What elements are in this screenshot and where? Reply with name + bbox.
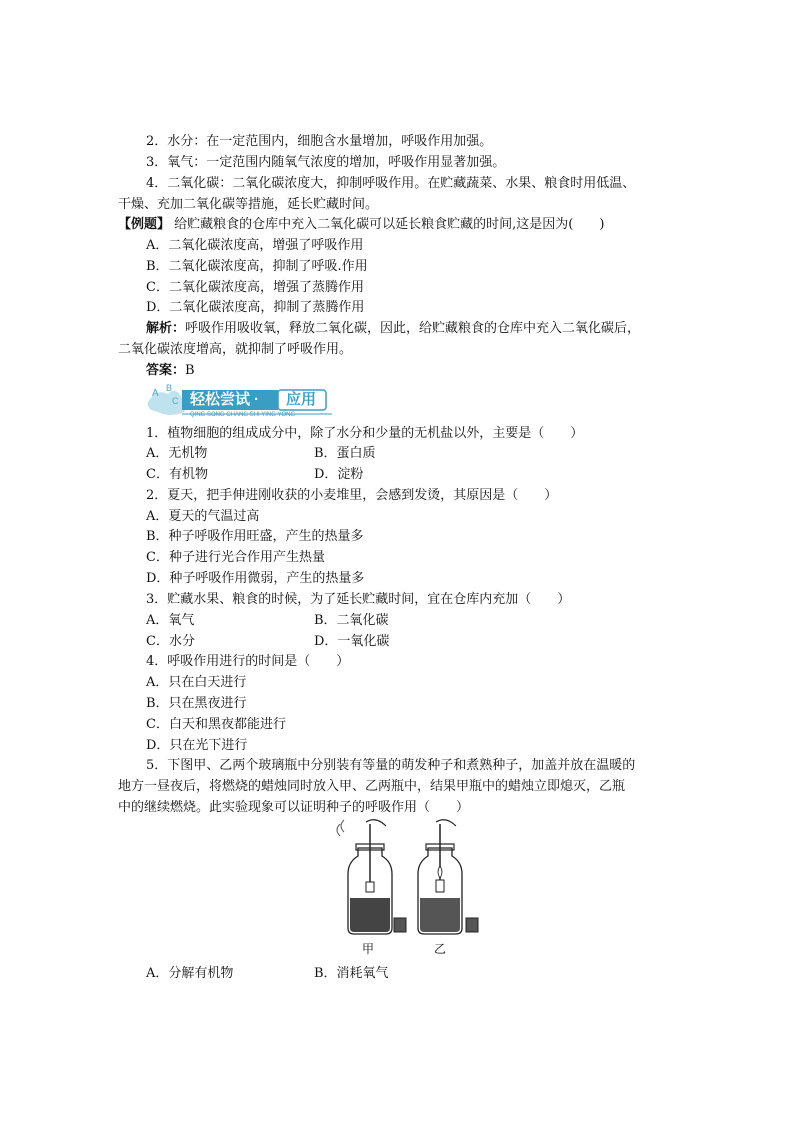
banner-title	[190, 390, 263, 410]
q2-option-b: B．种子呼吸作用旺盛，产生的热量多	[146, 529, 364, 544]
q2-option-a: A．夏天的气温过高	[146, 509, 260, 524]
q3-option-d: D．一氧化碳	[314, 634, 390, 649]
figure-label-yi: 乙	[434, 942, 447, 956]
q4-option-b: B．只在黑夜进行	[146, 696, 247, 711]
analysis-text-1: 呼吸作用吸收氧，释放二氧化碳，因此，给贮藏粮食的仓库中充入二氧化碳后，	[185, 321, 641, 336]
jars-illustration	[330, 818, 480, 942]
text-line-water: 2．水分：在一定范围内，细胞含水量增加，呼吸作用加强。	[146, 134, 493, 149]
q1-option-d: D．淀粉	[314, 467, 364, 482]
q1-option-b: B．蛋白质	[314, 446, 376, 461]
example-analysis	[146, 319, 640, 339]
lid-right-icon	[466, 918, 478, 932]
example-option-c: C．二氧化碳浓度高，增强了蒸腾作用	[146, 280, 364, 295]
analysis-text-2: 二氧化碳浓度增高，就抑制了呼吸作用。	[118, 342, 353, 357]
q3-option-a: A．氧气	[146, 613, 195, 628]
candle-flame-icon	[438, 866, 442, 878]
jar-left-icon	[337, 820, 392, 934]
q5-option-b: B．消耗氧气	[314, 966, 389, 981]
q4-option-a: A．只在白天进行	[146, 675, 247, 690]
section-banner	[146, 382, 342, 420]
svg-text:A: A	[152, 388, 159, 399]
example-answer	[146, 361, 195, 381]
question-3: 3．贮藏水果、粮食的时候，为了延长贮藏时间，宜在仓库内充加（ ）	[146, 592, 571, 607]
example-option-a: A．二氧化碳浓度高，增强了呼吸作用	[146, 238, 364, 253]
text-line-co2-cont: 干燥、充加二氧化碳等措施，延长贮藏时间。	[118, 197, 379, 212]
q3-option-b: B．二氧化碳	[314, 613, 389, 628]
question-2: 2．夏天，把手伸进刚收获的小麦堆里，会感到发烫，其原因是（ ）	[146, 488, 558, 503]
figure-label-jia: 甲	[362, 942, 375, 956]
question-5-line-1: 5．下图甲、乙两个玻璃瓶中分别装有等量的萌发种子和煮熟种子，加盖并放在温暖的	[146, 758, 636, 773]
q1-option-c: C．有机物	[146, 467, 208, 482]
answer-label: 答案：	[146, 363, 186, 378]
example-question	[118, 215, 604, 235]
question-5-line-3: 中的继续燃烧。此实验现象可以证明种子的呼吸作用（ ）	[118, 800, 470, 815]
example-option-b: B．二氧化碳浓度高，抑制了呼吸.作用	[146, 259, 368, 274]
text-line-co2: 4．二氧化碳：二氧化碳浓度大，抑制呼吸作用。在贮藏蔬菜、水果、粮食时用低温、	[146, 176, 636, 191]
q4-option-d: D．只在光下进行	[146, 738, 248, 753]
svg-text:B: B	[166, 383, 173, 393]
banner-title-a: 轻松尝试	[190, 391, 251, 408]
q3-option-c: C．水分	[146, 634, 195, 649]
experiment-figure	[330, 818, 480, 958]
question-4: 4．呼吸作用进行的时间是（ ）	[146, 654, 350, 669]
question-5-line-2: 地方一昼夜后，将燃烧的蜡烛同时放入甲、乙两瓶中，结果甲瓶中的蜡烛立即熄灭，乙瓶	[118, 779, 626, 794]
question-1: 1．植物细胞的组成成分中，除了水分和少量的无机盐以外，主要是（ ）	[146, 426, 584, 441]
example-question-text: 给贮藏粮食的仓库中充入二氧化碳可以延长粮食贮藏的时间,这是因为( )	[170, 217, 605, 232]
q5-option-a: A．分解有机物	[146, 966, 234, 981]
jar-right-icon	[418, 820, 462, 934]
banner-pinyin: QING SONG CHANG SHI YING YONG	[190, 412, 296, 418]
example-option-d: D．二氧化碳浓度高，抑制了蒸腾作用	[146, 300, 365, 315]
text-line-oxygen: 3．氧气：一定范围内随氧气浓度的增加，呼吸作用显著加强。	[146, 155, 506, 170]
q1-option-a: A．无机物	[146, 446, 208, 461]
answer-value: B	[185, 363, 195, 378]
q4-option-c: C．白天和黑夜都能进行	[146, 717, 286, 732]
analysis-label: 解析：	[146, 321, 186, 336]
q2-option-c: C．种子进行光合作用产生热量	[146, 550, 325, 565]
banner-dot: ·	[254, 391, 260, 408]
q2-option-d: D．种子呼吸作用微弱，产生的热量多	[146, 571, 365, 586]
lid-left-icon	[394, 918, 406, 932]
svg-text:C: C	[172, 396, 179, 406]
example-tag: 【例题】	[118, 217, 171, 232]
banner-title-b: 应用	[286, 391, 317, 408]
